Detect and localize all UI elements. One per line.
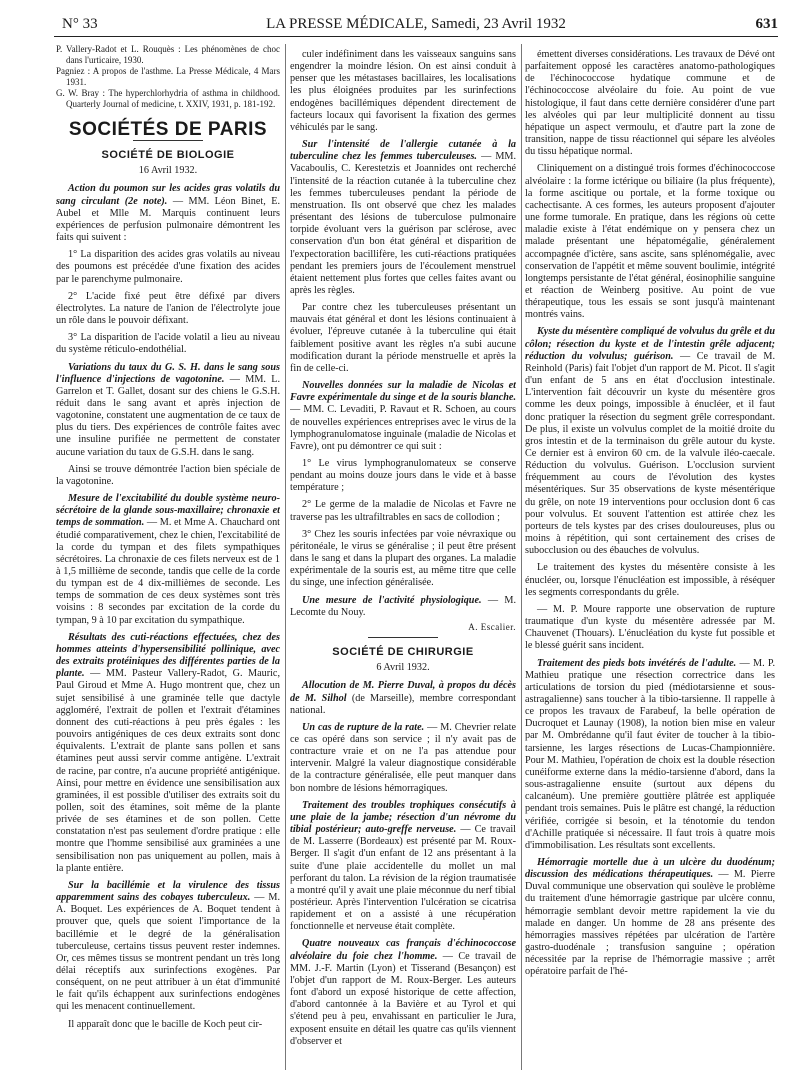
article-body: — M. Lecomte du Nouy.: [290, 594, 516, 618]
article-paragraph: [56, 291, 280, 327]
article-paragraph: [56, 493, 280, 627]
article-body: — M. Pierre Duval communique une observation qui soulève le problème du traitement d'une hémorragie gastrique par ulcère connu, hémorragie semblant devoir mettre rapidement la vie du malade en danger. Un homme de 28 ans présente des hémorragies massives répétées par ulcération de l'artère gastro-duodénale ; transfusion sanguine ; opération nécessitée par la reprise de l'hémorragie massive ; arrêt opératoire parfait de l'hé-: [525, 869, 775, 978]
article-body: — M. A. Boquet. Les expériences de A. Boquet tendent à prouver que, quels que soient l'importance de la bacillémie et le degré de la généralisation tuberculeuse, certains tissus peuvent rester indemnes. Or, ces mêmes tissus se montrent pendant un très long délai réceptifs aux surinfections exogènes. Par conséquent, on ne peut attribuer à un état d'immunité le fait qu'ils échappent aux surinfections endogènes qui les menacent continuellement.: [56, 892, 280, 1013]
article-body: — Ce travail de M. Lasserre (Bordeaux) est présenté par M. Roux-Berger. Il s'agit d'un enfant de 12 ans présentant à la suite d'une plaie accidentelle du mollet un mal perforant du talon. La révision de la région traumatisée a montré qu'il y avait une plaie méconnue du nerf tibial postérieur. Après l'intervention l'ulcération se cicatrisa rapidement et on a assisté à une récupération fonctionnelle et nerveuse était complète.: [290, 824, 516, 933]
reference-item: P. Vallery-Radot et L. Rouquès : Les phénomènes de choc dans l'urticaire, 1930.: [56, 44, 280, 65]
title-rule: [368, 637, 438, 638]
article-paragraph: [525, 857, 775, 979]
article-title: Nouvelles données sur la maladie de Nicolas et Favre expérimentale du singe et de la souris blanche.: [290, 380, 516, 404]
article-body: culer indéfiniment dans les vaisseaux sanguins sans engendrer la moindre lésion. On est ainsi conduit à penser que les métastases bacillaires, les localisations les plus éloignées produites par les surinfections endogènes bacillémiques dépendent directement de facteurs locaux qui favorisent la fixation des germes véhiculés par le sang.: [290, 49, 516, 133]
article-paragraph: [525, 604, 775, 653]
article-paragraph: [56, 880, 280, 1014]
article-body: — M. P. Moure rapporte une observation de rupture traumatique d'un kyste du mésentère adressée par M. Chauvenet (Thouars). L'énucléation du kyste fut possible et le blessé guérit sans incident.: [525, 603, 775, 652]
article-title: Sur la bacillémie et la virulence des tissus apparemment sains des cobayes tuberculeux.: [56, 879, 280, 904]
article-body: 2° L'acide fixé peut être défixé par divers électrolytes. La nature de l'anion de l'électrolyte joue un rôle dans le pouvoir défixant.: [56, 290, 280, 327]
article-paragraph: [525, 562, 775, 598]
article-title: Sur l'intensité de l'allergie cutanée à la tuberculine chez les femmes tuberculeuses.: [290, 139, 516, 163]
article-body: — M. Chevrier relate ce cas opéré dans son service ; il n'y avait pas de contracture vraie et on ne l'a pas attendue pour intervenir. Malgré la valeur diagnostique considérable de la contracture généralisée, elle peut manquer dans bon nombre de lésions hémorragiques.: [290, 721, 516, 794]
article-body: — M. et Mme A. Chauchard ont étudié comparativement, chez le chien, l'excitabilité de la corde du tympan et des filets sympathiques sécrétoires. La chronaxie de ces filets nerveux est de 1 à 1,5 millième de seconde, tandis que celle de la corde du tympan est de 4 dix-millièmes de seconde. Les temps de sommation de ces deux systèmes sont très voisins : 8 secondes par excitation de la corde du tympan, 9 à 10 par excitation du sympathique.: [56, 517, 280, 626]
article-title: Hémorragie mortelle due à un ulcère du duodénum; discussion des médications thérapeutiques.: [525, 857, 775, 881]
article-paragraph: [290, 49, 516, 134]
article-paragraph: [56, 632, 280, 875]
reference-item: Pagniez : A propos de l'asthme. La Presse Médicale, 4 Mars 1931.: [56, 66, 280, 87]
reference-item: G. W. Bray : The hyperchlorhydria of asthma in childhood. Quarterly Journal of medicine, t. XXIV, 1931, p. 181-192.: [56, 88, 280, 109]
article-title: Une mesure de l'activité physiologique.: [302, 594, 482, 606]
article-paragraph: [290, 529, 516, 590]
column-2: [290, 44, 516, 1072]
article-body: 3° La disparition de l'acide volatil a lieu au niveau du système réticulo-endothélial.: [56, 332, 280, 356]
column-divider: [285, 44, 286, 1070]
article-paragraph: [290, 380, 516, 453]
article-body: 3° Chez les souris infectées par voie névraxique ou péritonéale, le virus se généralise ; il peut être présent dans le sang et dans la plupart des organes. La maladie expérimentale de la souris est, au même titre que celle du singe, une infection généralisée.: [290, 528, 516, 589]
section-title: SOCIÉTÉS DE PARIS: [68, 119, 268, 140]
society-heading-biologie: SOCIÉTÉ DE BIOLOGIE: [101, 149, 235, 162]
article-body: — MM. Pasteur Vallery-Radot, G. Mauric, Paul Giroud et Mme A. Hugo montrent que, chez un sujet sensibilisé à une graminée telle que dactyle aggloméré, l'extrait de pollen et l'extrait d'étamines donnent des cuti-réactions à peu près égales : les pouvoirs antigéniques de ces deux extraits sont donc équivalents. L'extrait de plante sans pollen et sans étamines peut aussi servir comme antigène. L'extrait de racine, par contre, n'a aucune propriété antigénique. Ainsi, pour mettre en évidence une sensibilisation aux graminées, il est possible d'utiliser des extraits soit du pollen, soit des étamines, soit même de la plante privée de ses étamines et de son pollen. Cette constatation n'est pas seulement d'ordre pratique : elle montre que l'homme sensibilisé aux graminées a une sensibilisation non pas uniquement au pollen, mais à la plante entière.: [56, 668, 280, 874]
column-3-articles: [525, 49, 775, 979]
article-body: 2° Le germe de la maladie de Nicolas et Favre ne traverse pas les ultrafiltrables en sacs de collodion ;: [290, 499, 516, 523]
article-body: — Ce travail de MM. J.-F. Martin (Lyon) et Tisserand (Besançon) est l'objet d'un rapport de M. Roux-Berger. Les auteurs font d'abord un exposé historique de cette affection, d'abord cantonnée à la Bavière et au Tyrol et qui s'étend peu à peu, envahissant en particulier le Jura, exposent ensuite en détail les quatre cas qu'ils viennent d'observer et: [290, 950, 516, 1047]
article-title: Kyste du mésentère compliqué de volvulus du grêle et du côlon; résection du kyste et de l'intestin grêle adjacent; réduction du volvulus; guérison.: [525, 326, 775, 362]
article-paragraph: [56, 332, 280, 356]
column-divider: [521, 44, 522, 1070]
article-title: Variations du taux du G. S. H. dans le sang sous l'influence d'injections de vagotonine.: [56, 361, 280, 385]
article-paragraph: [56, 249, 280, 285]
article-body: — MM. Vacaboulis, C. Kerestetzis et Joannides ont recherché l'intensité de la réaction cutanée à la tuberculine chez les femmes tuberculeuses pendant la période de menstruation. Ils ont observé que chez les malades présentant des lésions de tuberculose pulmonaire torpide évoluant vers la guérison par sclérose, avec conservation d'un bon état général et disparition de l'expectoration bacillifère, les cuti-réactions pratiquées pendant les premiers jours de l'écoulement menstruel étaient nettement plus fortes que celles faites avant ou après les règles.: [290, 151, 516, 296]
article-paragraph: [56, 183, 280, 244]
article-paragraph: [290, 800, 516, 934]
article-paragraph: [56, 1019, 280, 1031]
article-paragraph: [525, 49, 775, 158]
title-rule: [133, 140, 203, 141]
column-3: [525, 44, 775, 1072]
article-paragraph: [525, 658, 775, 853]
article-paragraph: [290, 595, 516, 619]
article-body: Ainsi se trouve démontrée l'action bien spéciale de la vagotonine.: [56, 463, 280, 487]
article-paragraph: [290, 680, 516, 716]
article-body: Il apparaît donc que le bacille de Koch peut cir-: [68, 1018, 263, 1030]
article-body: — MM. C. Levaditi, P. Ravaut et R. Schoen, au cours de nouvelles expériences entreprises avec le virus de la lymphogranulomatose inguinale (maladie de Nicolas et Favre), ont pu démontrer ce qui suit :: [290, 404, 516, 452]
header-rule: [54, 36, 778, 37]
article-body: — Ce travail de M. Reinhold (Paris) fait l'objet d'un rapport de M. Picot. Il s'agit d'un enfant de 5 ans en état d'occlusion intestinale. L'intervention fait découvrir un kyste du mésentère gros comme les deux poings, impossible à énucléer, et il faut donc pratiquer la résection du segment grêle correspondant. De plus, il existe un volvulus complet de la moitié droite du gros intestin et de la terminaison du grêle autour du kyste. Ce dernier est à environ 60 cm. de la valvule iléo-caecale. Réduction du volvulus. Guérison. L'occlusion survient fréquemment au cours de l'évolution des kystes mésentériques. Sur 35 observations de kyste mésentérique du grêle, on note 19 interventions pour occlusion dont 6 cas pour volvulus. Et souvent l'attention est attirée chez les porteurs de tels kystes par des crises douloureuses, plus ou moins à répétition, qui sont certainement des crises de subocclusion ou des ébauches de volvulus.: [525, 350, 775, 557]
signature: A. Escalier.: [468, 621, 516, 632]
article-paragraph: [290, 938, 516, 1047]
article-paragraph: [290, 722, 516, 795]
article-body: (de Marseille), membre correspondant national.: [290, 692, 516, 716]
article-title: Traitement des troubles trophiques consécutifs à une plaie de la jambe; résection d'un névrome du tibial postérieur; auto-greffe nerveuse.: [290, 799, 516, 836]
biologie-articles: [56, 183, 280, 1030]
article-body: Le traitement des kystes du mésentère consiste à les énucléer, ou, lorsque l'énucléation est impossible, à réséquer les segments correspondants du grêle.: [525, 562, 775, 598]
article-body: émettent diverses considérations. Les travaux de Dévé ont parfaitement opposé les caractères anatomo-pathologiques de l'échinococcose hydatique commune et de l'échinococcose alvéolaire du foie. Au point de vue histologique, il faut dans cette dernière considérer d'une part les alvéoles qui par leur multiplicité donnent au tissu hépatique un aspect vermoulu, et d'autre part la zone de transition, nappe de tissu réactionnel qui sépare les alvéoles du tissu hépatique normal.: [525, 49, 775, 158]
article-paragraph: [525, 326, 775, 557]
article-title: Traitement des pieds bots invétérés de l'adulte.: [537, 657, 737, 669]
article-paragraph: [290, 139, 516, 297]
issue-number: N° 33: [62, 16, 98, 32]
session-date: 6 Avril 1932.: [376, 662, 430, 674]
article-paragraph: [525, 163, 775, 321]
article-body: — MM. Léon Binet, E. Aubel et Mlle M. Marquis continuent leurs expériences de perfusion pulmonaire démontrent les faits qui suivent :: [56, 195, 280, 244]
article-title: Résultats des cuti-réactions effectuées, chez des hommes atteints d'hypersensibilité pollinique, avec des extraits protéiniques des différentes parties de la plante.: [56, 631, 280, 680]
page-header: [54, 16, 778, 34]
session-date: 16 Avril 1932.: [138, 165, 198, 177]
article-paragraph: [56, 464, 280, 488]
article-body: Par contre chez les tuberculeuses présentant un mauvais état général et dont les lésions continuaient à évoluer, l'épreuve cutanée à la tuberculine qui était faiblement positive avant les règles n'a subi aucune modification durant la période menstruelle et après la fin de celle-ci.: [290, 302, 516, 374]
column-2-articles: [290, 49, 516, 619]
article-body: 1° La disparition des acides gras volatils au niveau des poumons est précédée d'une fixation des acides par le parenchyme pulmonaire.: [56, 249, 280, 285]
article-paragraph: [290, 458, 516, 494]
article-body: 1° Le virus lymphogranulomateux se conserve pendant au moins douze jours dans le vide et à basse température ;: [290, 458, 516, 494]
article-paragraph: [290, 499, 516, 523]
article-body: — MM. L. Garrelon et T. Gallet, dosant sur des chiens le G.S.H. réduit dans le sang avant et après injection de vagotonine, constatent une augmentation de ce taux de plus du tiers. Des expériences de contrôle faites avec une insuline purifiée ne permettent de constater aucune variation du taux de G.S.H. dans le sang.: [56, 373, 280, 458]
article-title: Mesure de l'excitabilité du double système neuro-sécrétoire de la glande sous-maxillaire; chronaxie et temps de sommation.: [56, 493, 280, 529]
references: [56, 44, 280, 110]
article-title: Un cas de rupture de la rate.: [302, 721, 425, 733]
article-title: Quatre nouveaux cas français d'échinococcose alvéolaire du foie chez l'homme.: [290, 938, 516, 962]
society-heading-chirurgie: SOCIÉTÉ DE CHIRURGIE: [332, 646, 474, 659]
page-number: 631: [755, 16, 778, 32]
article-paragraph: [290, 302, 516, 375]
column-1: [56, 44, 280, 1072]
article-body: — M. P. Mathieu pratique une résection correctrice dans les articulations de torsion du pied (médiotarsienne et sous-astragalienne) sans toucher à la tibio-tarsienne. Il rappelle à ce propos les travaux de Farabeuf, la belle opération de Ducroquet et Launay (1908), la notion bien mise en valeur par M. Ombrédanne qu'il faut éviter de toucher à la tibio-tarsienne, les larges résections de Lucas-Championnière. Pour M. Mathieu, l'opération de choix est la double résection cunéiforme externe dans la médio-tarsienne d'abord, dans la sous-astragalienne ensuite (surtout aux dépens du calcanéum). Une première gouttière plâtrée est appliquée pendant trois semaines. Puis le plâtre est changé, la réduction vérifiée, corrigée si besoin, et la ténotomie du tendon d'Achille pratiquée si nécessaire. Il faut trois à quatre mois d'immobilisation. Les résultats sont excellents.: [525, 657, 775, 851]
running-head: LA PRESSE MÉDICALE, Samedi, 23 Avril 1932: [266, 16, 566, 32]
chirurgie-articles: [290, 680, 516, 1048]
article-title: Allocution de M. Pierre Duval, à propos du décès de M. Silhol: [290, 680, 516, 704]
article-title: Action du poumon sur les acides gras volatils du sang circulant (2e note).: [56, 183, 280, 207]
article-paragraph: [56, 362, 280, 459]
article-body: Cliniquement on a distingué trois formes d'échinococcose alvéolaire : la forme ictérique ou biliaire (la plus fréquente), la forme ascitique ou portale, et la forme toxique ou cachectisante. A ces formes, les auteurs proposent d'ajouter une forme tumorale. En pratique, dans les régions où cette maladie existe à l'état endémique on y pensera chez un malade présentant une hépatomégalie, généralement accompagnée d'ictère, sans ascite, sans splénomégalie, avec conservation de l'appétit et même souvent boulimie, intégrité longtemps persistante de l'état général, éosinophilie sanguine et réaction de Weinberg positive. Au point de vue thérapeutique, tous les essais se sont jusqu'à maintenant montrés vains.: [525, 163, 775, 321]
